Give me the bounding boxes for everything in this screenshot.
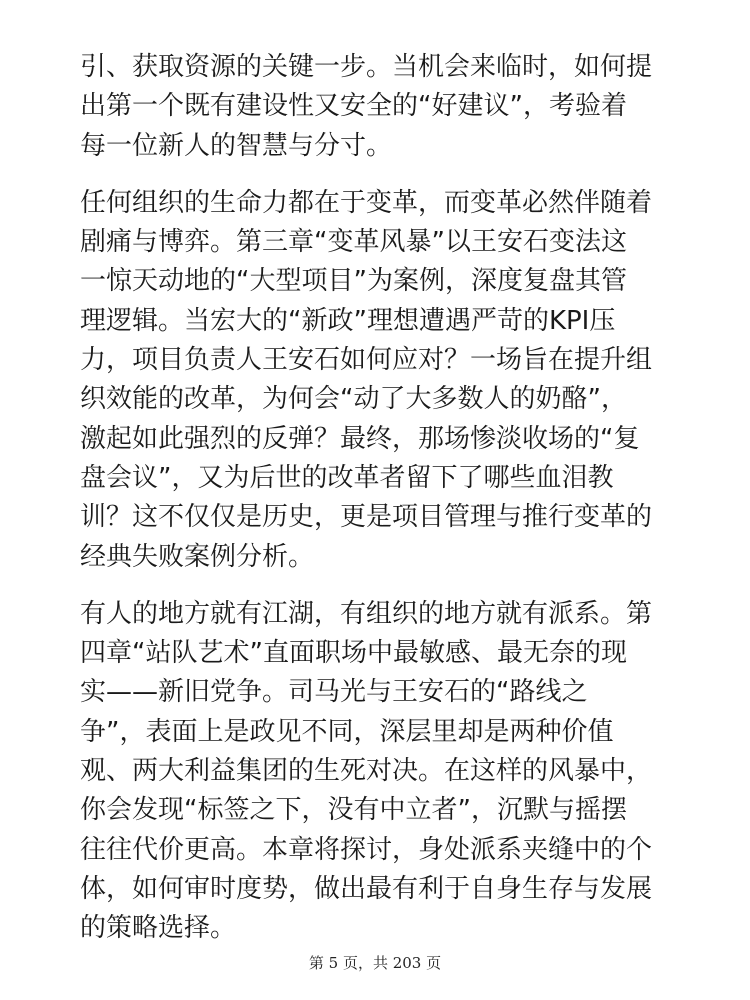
text-line: 任何组织的生命力都在于变革，而变革必然伴随着 <box>80 187 653 218</box>
paragraph <box>80 595 680 949</box>
text-line: 的策略选择。 <box>80 913 237 944</box>
text-line: 观、两大利益集团的生死对决。在这样的风暴中， <box>80 756 653 787</box>
text-line: 一惊天动地的“大型项目”为案例，深度复盘其管 <box>80 266 627 297</box>
text-line: 引、获取资源的关键一步。当机会来临时，如何提 <box>80 52 653 82</box>
text-line: 四章“站队艺术”直面职场中最敏感、最无奈的现 <box>80 638 627 669</box>
text-line: 织效能的改革，为何会“动了大多数人的奶酪”， <box>80 384 627 415</box>
text-line: 有人的地方就有江湖，有组织的地方就有派系。第 <box>80 598 653 629</box>
body-text <box>80 48 680 967</box>
text-line: 力，项目负责人王安石如何应对？一场旨在提升组 <box>80 345 653 376</box>
text-line: 盘会议”，又为后世的改革者留下了哪些血泪教 <box>80 462 614 493</box>
text-line: 经典失败案例分析。 <box>80 541 315 572</box>
text-line: 体，如何审时度势，做出最有利于自身生存与发展 <box>80 873 653 904</box>
text-line: 训？这不仅仅是历史，更是项目管理与推行变革的 <box>80 502 653 533</box>
text-line: 理逻辑。当宏大的“新政”理想遭遇严苛的KPI压 <box>80 305 616 336</box>
text-line: 剧痛与博弈。第三章“变革风暴”以王安石变法这 <box>80 227 627 258</box>
page-number-footer: 第 5 页，共 203 页 <box>308 954 442 972</box>
text-line: 往往代价更高。本章将探讨，身处派系夹缝中的个 <box>80 834 653 865</box>
paragraph <box>80 184 680 577</box>
text-line: 实——新旧党争。司马光与王安石的“路线之 <box>80 677 588 708</box>
text-line: 你会发现“标签之下，没有中立者”，沉默与摇摆 <box>80 795 627 826</box>
text-line: 激起如此强烈的反弹？最终，那场惨淡收场的“复 <box>80 423 640 454</box>
paragraph <box>80 48 680 166</box>
text-line: 每一位新人的智慧与分寸。 <box>80 130 393 161</box>
text-line: 争”，表面上是政见不同，深层里却是两种价值 <box>80 716 614 747</box>
text-line: 出第一个既有建设性又安全的“好建议”，考验着 <box>80 91 627 122</box>
